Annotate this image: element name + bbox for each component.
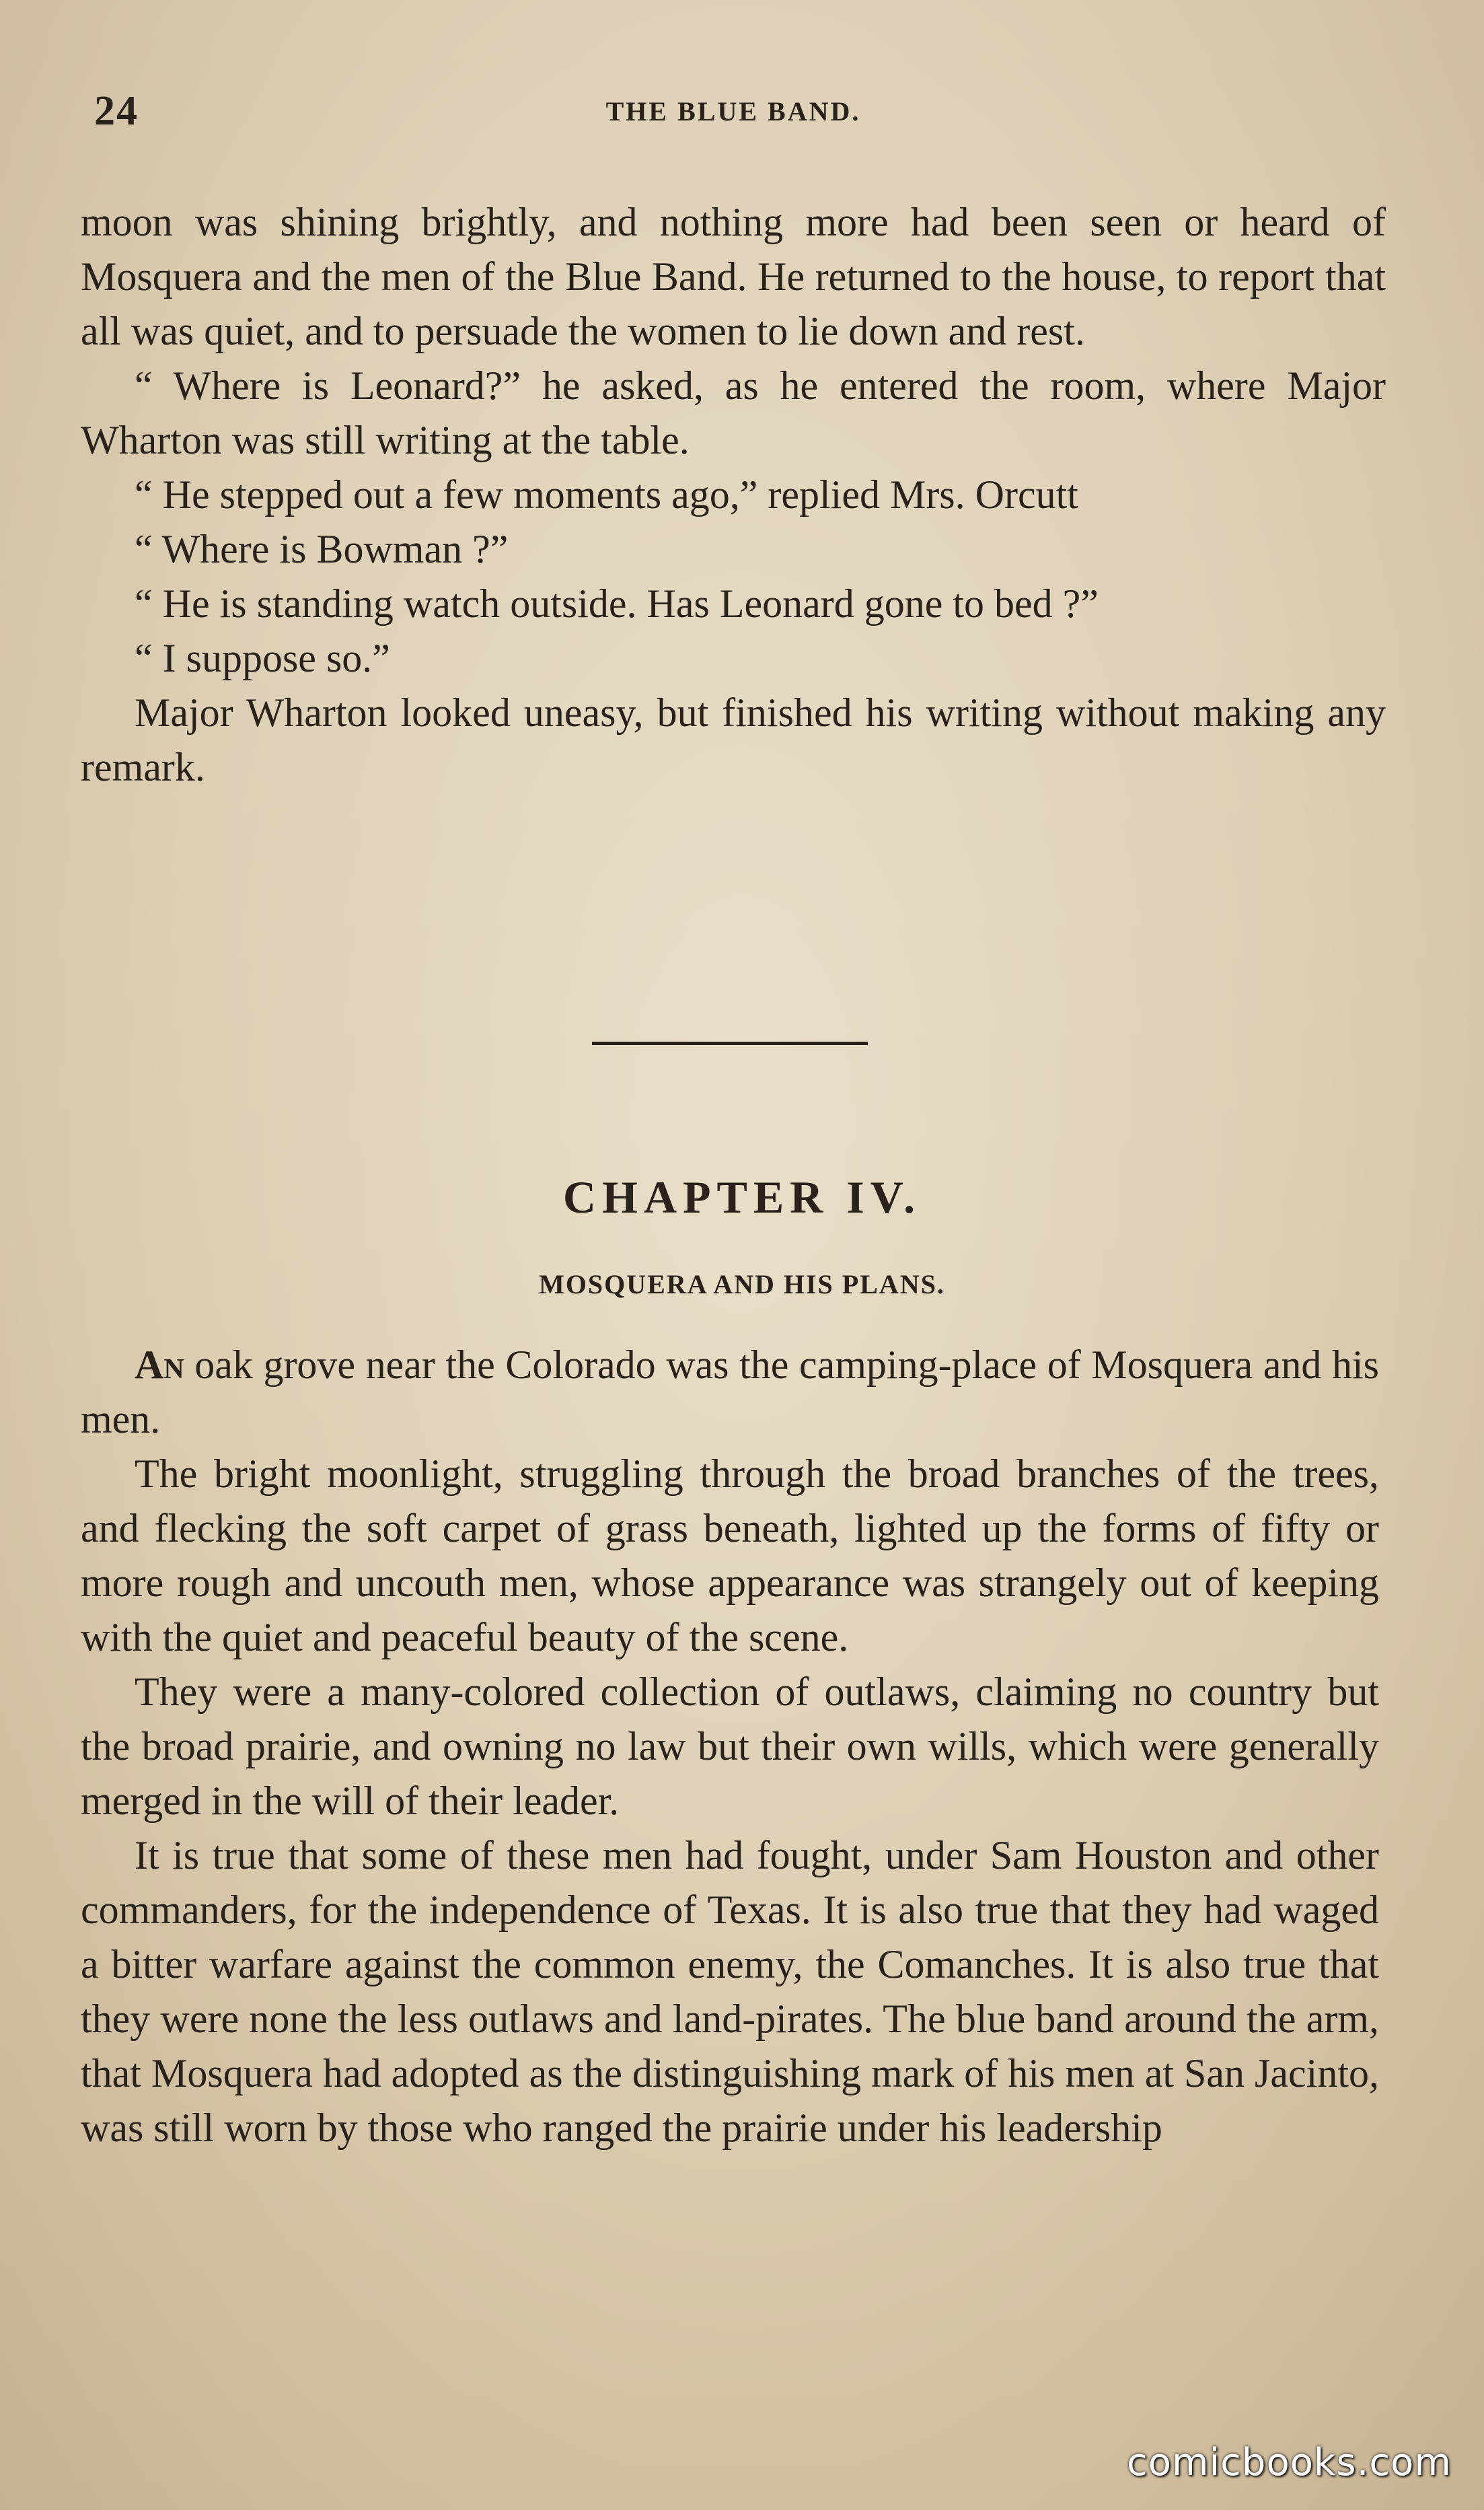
chapter-text-block [81, 1338, 1379, 2155]
paragraph: “ He stepped out a few moments ago,” replied Mrs. Orcutt [135, 472, 1078, 517]
paragraph: The bright moonlight, struggling through the broad branches of the trees, and flecking the soft carpet of grass beneath, lighted up the forms of fifty or more rough and uncouth men, whose appearance was strangely out of keeping with the quiet and peaceful beauty of the scene. [81, 1451, 1379, 1659]
chapter-opening-paragraph [81, 1338, 1379, 1447]
paragraph: “ I suppose so.” [135, 636, 390, 680]
opening-text: oak grove near the Colorado was the camping-place of Mosquera and his men. [81, 1342, 1379, 1441]
section-divider [592, 1042, 868, 1045]
paragraph: It is true that some of these men had fought, under Sam Houston and other commanders, for the independence of Texas. It is also true that they had waged a bitter warfare against the common enemy, the Comanches. It is also true that they were none the less outlaws and land-pirates. The blue band around the arm, that Mosquera had adopted as the distinguishing mark of his men at San Jacinto, was still worn by those who ranged the prairie under his leadership [81, 1833, 1379, 2150]
paragraph: They were a many-colored collection of outlaws, claiming no country but the broad prairie, and owning no law but their own wills, which were generally merged in the will of their leader. [81, 1670, 1379, 1823]
paragraph: moon was shining brightly, and nothing more had been seen or heard of Mosquera and the men of the Blue Band. He returned to the house, to report that all was quiet, and to persuade the women to lie down and rest. [81, 200, 1386, 353]
chapter-title: CHAPTER IV. [562, 1172, 922, 1223]
top-text-block [81, 195, 1386, 795]
opening-word: An [135, 1342, 184, 1387]
running-head [87, 87, 1379, 141]
paragraph: “ Where is Bowman ?” [135, 527, 509, 571]
running-title: THE BLUE BAND. [605, 96, 861, 127]
chapter-subtitle: MOSQUERA AND HIS PLANS. [539, 1269, 945, 1299]
paragraph: Major Wharton looked uneasy, but finished his writing without making any remark. [81, 690, 1386, 789]
paragraph: “ Where is Leonard?” he asked, as he entered the room, where Major Wharton was still writing at the table. [81, 363, 1386, 462]
watermark: comicbooks.com [1126, 2441, 1452, 2484]
paragraph: “ He is standing watch outside. Has Leonard gone to bed ?” [135, 581, 1099, 626]
page-number: 24 [94, 88, 139, 134]
